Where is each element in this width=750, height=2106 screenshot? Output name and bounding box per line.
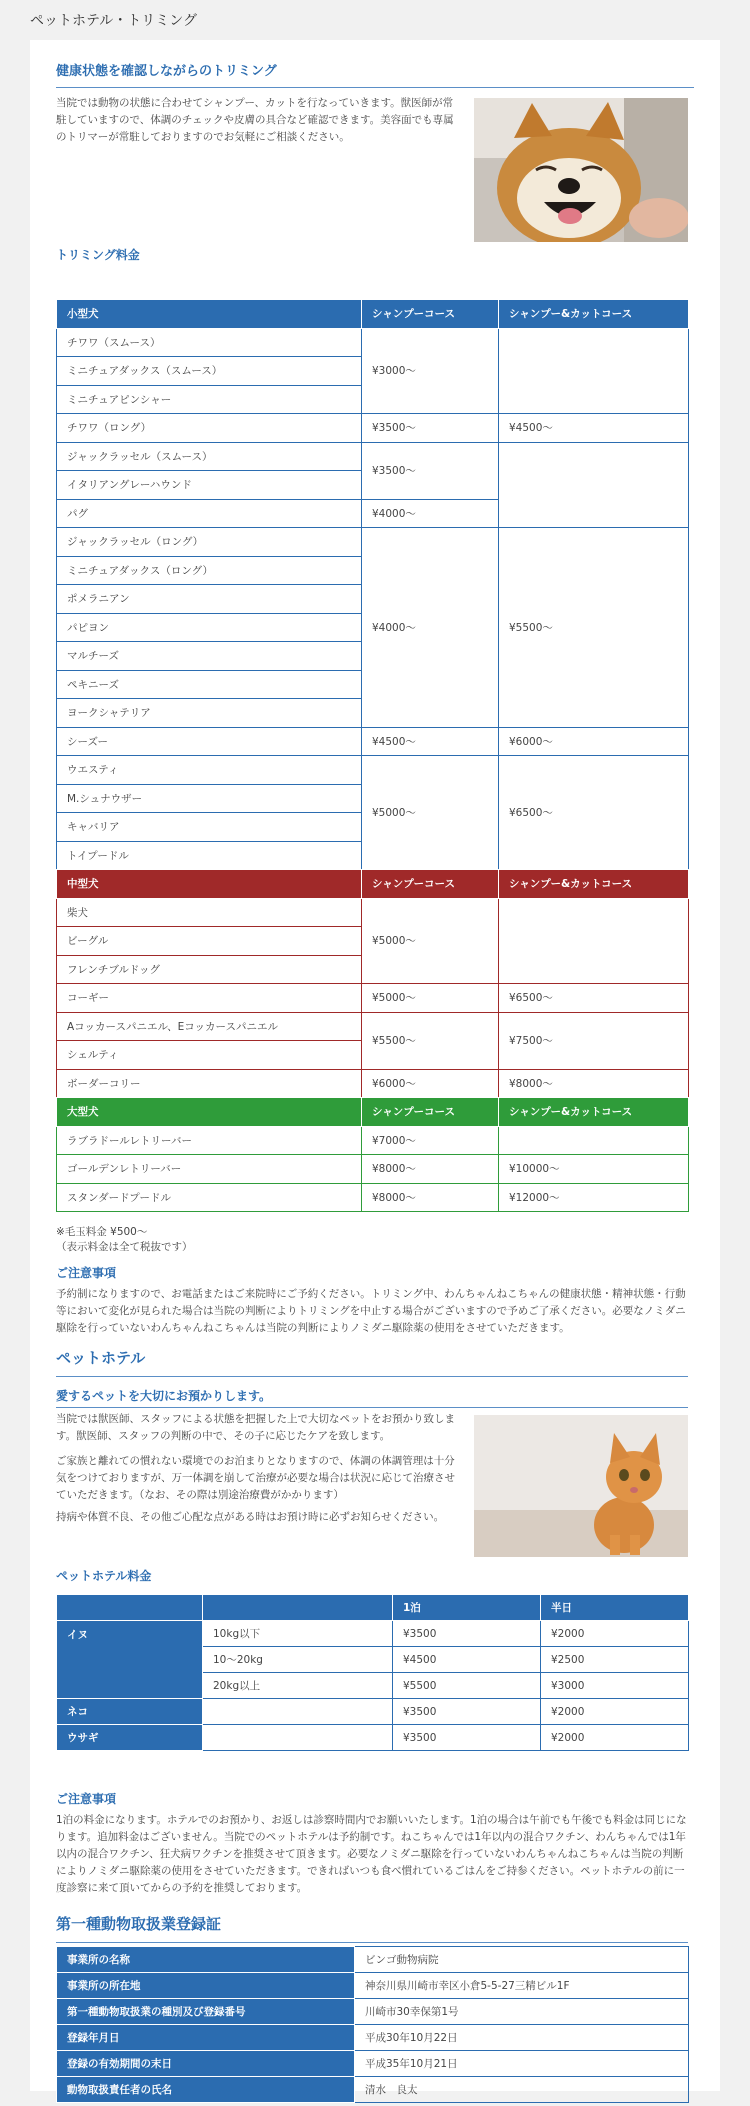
hotel-fee-table xyxy=(56,1594,689,1751)
large-dog-table xyxy=(56,1097,689,1212)
hotel-paragraph-3: 持病や体質不良、その他ご心配な点がある時はお預け時に必ずお知らせください。 xyxy=(56,1511,445,1523)
divider xyxy=(56,1407,688,1408)
table-row: ペキニーズ xyxy=(57,670,689,699)
table-row: キャバリア xyxy=(57,813,689,842)
table-row: ゴールデンレトリーバー ¥8000～ ¥10000～ xyxy=(57,1155,689,1184)
table-row: 事業所の所在地 神奈川県川崎市幸区小倉5-5-27三精ビル1F xyxy=(57,1973,689,1999)
table-row: Aコッカースパニエル、Eコッカースパニエル ¥5500～ ¥7500～ xyxy=(57,1012,689,1041)
dog-photo xyxy=(474,98,688,242)
table-row: ビーグル xyxy=(57,927,689,956)
table-row: 登録の有効期間の末日 平成35年10月21日 xyxy=(57,2051,689,2077)
table-row: ミニチュアピンシャー xyxy=(57,385,689,414)
table-row: チワワ（スムース） ¥3000～ xyxy=(57,328,689,357)
trimming-heading: 健康状態を確認しながらのトリミング xyxy=(56,60,694,88)
table-row: ミニチュアダックス（スムース） xyxy=(57,357,689,386)
hotel-fee-heading: ペットホテル料金 xyxy=(56,1569,152,1583)
hotel-caution-text: 1泊の料金になります。ホテルでのお預かり、お返しは診察時間内でお願いいたします。1泊の場合は午前でも午後でも料金は同じになります。追加料金はございません。当院でのペットホテルは予約制です。ねこちゃんでは1年以内の混合ワクチン、わんちゃんでは1年以内の混合ワクチン、狂犬病ワクチンを推奨させて頂きます。必要なノミダニ駆除を行っていないわんちゃんねこちゃんは当院の判断によりノミダニ駆除薬の使用をさせていただきます。できればいつも食べ慣れているごはんをご持参ください。ペットホテルの前に一度診察に来て頂いてからの予約を推奨しております。 xyxy=(56,1814,687,1894)
table-row: M.シュナウザー xyxy=(57,784,689,813)
registration-table xyxy=(56,1946,689,2103)
table-row: ミニチュアダックス（ロング） xyxy=(57,556,689,585)
hotel-table-header: 1泊 半日 xyxy=(57,1595,689,1621)
registration-heading: 第一種動物取扱業登録証 xyxy=(56,1913,688,1943)
hotel-heading: ペットホテル xyxy=(56,1347,688,1377)
table-row: コーギー ¥5000～ ¥6500～ xyxy=(57,984,689,1013)
medium-dog-header: 中型犬 シャンプーコース シャンプー&カットコース xyxy=(57,870,689,899)
table-row: ウエスティ ¥5000～ ¥6500～ xyxy=(57,756,689,785)
trimming-caution-text: 予約制になりますので、お電話またはご来院時にご予約ください。トリミング中、わんちゃんねこちゃんの健康状態・精神状態・行動等において変化が見られた場合は当院の判断によりトリミングを中止する場合がございますので予めご了承ください。必要なノミダニ駆除を行っていないわんちゃんねこちゃんは当院の判断によりノミダニ駆除薬の使用をさせていただきます。 xyxy=(56,1288,686,1334)
table-row: ウサギ ¥3500 ¥2000 xyxy=(57,1725,689,1751)
table-row: ジャックラッセル（ロング） ¥4000～ ¥5500～ xyxy=(57,528,689,557)
trimming-intro: 当院では動物の状態に合わせてシャンプー、カットを行なっていきます。獣医師が常駐していますので、体調のチェックや皮膚の具合など確認できます。美容面でも専属のトリマーが常駐しておりますのでお気軽にご相談ください。 xyxy=(56,97,454,143)
table-row: シーズー ¥4500～ ¥6000～ xyxy=(57,727,689,756)
hotel-paragraph-1: 当院では獣医師、スタッフによる状態を把握した上で大切なペットをお預かり致します。獣医師、スタッフの判断の中で、その子に応じたケアを致します。 xyxy=(56,1413,455,1442)
table-row: パピヨン xyxy=(57,613,689,642)
small-dog-header: 小型犬 シャンプーコース シャンプー&カットコース xyxy=(57,300,689,329)
table-row: チワワ（ロング） ¥3500～ ¥4500～ xyxy=(57,414,689,443)
hotel-paragraph-2: ご家族と離れての慣れない環境でのお泊まりとなりますので、体調の体調管理は十分気をつけておりますが、万一体調を崩して治療が必要な場合は状況に応じて治療させていただきます。（なお、その際は別途治療費がかかります） xyxy=(56,1455,455,1501)
table-row: 第一種動物取扱業の種別及び登録番号 川崎市30幸保第1号 xyxy=(57,1999,689,2025)
small-dog-table xyxy=(56,299,689,870)
table-row: ポメラニアン xyxy=(57,585,689,614)
medium-dog-table xyxy=(56,869,689,1098)
hotel-caution-heading: ご注意事項 xyxy=(56,1792,117,1806)
table-row: 柴犬 ¥5000～ xyxy=(57,898,689,927)
table-row: ジャックラッセル（スムース） ¥3500～ xyxy=(57,442,689,471)
table-row: パグ ¥4000～ xyxy=(57,499,689,528)
table-row: 20kg以上 ¥5500 ¥3000 xyxy=(57,1673,689,1699)
table-row: ネコ ¥3500 ¥2000 xyxy=(57,1699,689,1725)
table-row: スタンダードプードル ¥8000～ ¥12000～ xyxy=(57,1183,689,1212)
table-row: シェルティ xyxy=(57,1041,689,1070)
trimming-notes: ※毛玉料金 ¥500～ （表示料金は全て税抜です） xyxy=(56,1226,193,1253)
table-row: ヨークシャテリア xyxy=(57,699,689,728)
table-row: ラブラドールレトリーバー ¥7000～ xyxy=(57,1126,689,1155)
large-dog-header: 大型犬 シャンプーコース シャンプー&カットコース xyxy=(57,1098,689,1127)
table-row: イタリアングレーハウンド xyxy=(57,471,689,500)
table-row: 動物取扱責任者の氏名 清水 良太 xyxy=(57,2077,689,2103)
hotel-subheading: 愛するペットを大切にお預かりします。 xyxy=(56,1389,272,1403)
trimming-fee-heading: トリミング料金 xyxy=(56,248,140,262)
table-row: マルチーズ xyxy=(57,642,689,671)
content-card xyxy=(30,40,720,2096)
table-row: 事業所の名称 ビンゴ動物病院 xyxy=(57,1947,689,1973)
table-row: イヌ 10kg以下 ¥3500 ¥2000 xyxy=(57,1621,689,1647)
table-row: トイプードル xyxy=(57,841,689,870)
trimming-caution-heading: ご注意事項 xyxy=(56,1266,117,1280)
table-row: 登録年月日 平成30年10月22日 xyxy=(57,2025,689,2051)
table-row: ボーダーコリー ¥6000～ ¥8000～ xyxy=(57,1069,689,1098)
table-row: 10～20kg ¥4500 ¥2500 xyxy=(57,1647,689,1673)
cat-photo xyxy=(474,1415,688,1557)
page-title: ペットホテル・トリミング xyxy=(30,13,198,29)
table-row: フレンチブルドッグ xyxy=(57,955,689,984)
